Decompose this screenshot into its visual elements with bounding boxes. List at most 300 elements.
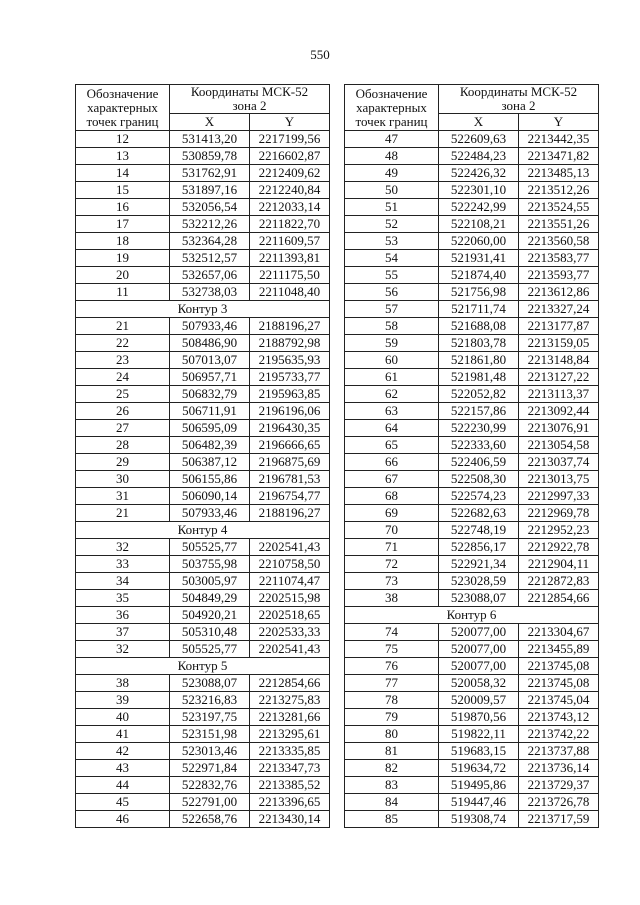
table-row (345, 437, 599, 454)
point-number: 64 (345, 420, 439, 437)
coord-y: 2213275,83 (250, 692, 330, 709)
coord-y: 2213335,85 (250, 743, 330, 760)
coord-y: 2213485,13 (519, 165, 599, 182)
coord-y: 2213076,91 (519, 420, 599, 437)
table-row (345, 590, 599, 607)
coord-x: 522748,19 (439, 522, 519, 539)
coord-y: 2213295,61 (250, 726, 330, 743)
point-number: 48 (345, 148, 439, 165)
coord-x: 530859,78 (170, 148, 250, 165)
coord-x: 522406,59 (439, 454, 519, 471)
table-row (76, 607, 330, 624)
point-number: 11 (76, 284, 170, 301)
table-row (76, 386, 330, 403)
coord-x: 520058,32 (439, 675, 519, 692)
table-row (76, 692, 330, 709)
coord-y: 2202515,98 (250, 590, 330, 607)
coord-y: 2213512,26 (519, 182, 599, 199)
table-row (76, 760, 330, 777)
point-number: 15 (76, 182, 170, 199)
section-row (76, 658, 330, 675)
header-x: X (439, 114, 519, 131)
table-row (345, 471, 599, 488)
point-number: 47 (345, 131, 439, 148)
coord-y: 2202533,33 (250, 624, 330, 641)
table-row (76, 352, 330, 369)
coord-x: 505310,48 (170, 624, 250, 641)
coord-x: 522574,23 (439, 488, 519, 505)
coordinates-table-left (75, 84, 330, 828)
coord-x: 521756,98 (439, 284, 519, 301)
table-row (345, 505, 599, 522)
coord-x: 532657,06 (170, 267, 250, 284)
coord-x: 506957,71 (170, 369, 250, 386)
table-row (345, 301, 599, 318)
point-number: 51 (345, 199, 439, 216)
table-row (345, 386, 599, 403)
coord-y: 2211074,47 (250, 573, 330, 590)
coord-x: 523013,46 (170, 743, 250, 760)
table-row (345, 165, 599, 182)
table-row (76, 624, 330, 641)
coord-x: 506595,09 (170, 420, 250, 437)
point-number: 62 (345, 386, 439, 403)
coord-y: 2213745,08 (519, 658, 599, 675)
coord-y: 2213092,44 (519, 403, 599, 420)
point-number: 19 (76, 250, 170, 267)
table-row (345, 250, 599, 267)
table-row (345, 675, 599, 692)
coord-x: 504920,21 (170, 607, 250, 624)
point-number: 52 (345, 216, 439, 233)
coord-y: 2211393,81 (250, 250, 330, 267)
point-number: 79 (345, 709, 439, 726)
coord-y: 2213159,05 (519, 335, 599, 352)
table-row (345, 743, 599, 760)
table-row (345, 811, 599, 828)
point-number: 33 (76, 556, 170, 573)
coord-x: 522971,84 (170, 760, 250, 777)
coord-x: 521688,08 (439, 318, 519, 335)
coord-x: 532738,03 (170, 284, 250, 301)
coord-y: 2213583,77 (519, 250, 599, 267)
coord-x: 520077,00 (439, 624, 519, 641)
coord-y: 2213013,75 (519, 471, 599, 488)
table-row (76, 437, 330, 454)
coord-y: 2188196,27 (250, 505, 330, 522)
table-row (345, 488, 599, 505)
point-number: 35 (76, 590, 170, 607)
point-number: 12 (76, 131, 170, 148)
header-x: X (170, 114, 250, 131)
point-number: 27 (76, 420, 170, 437)
point-number: 49 (345, 165, 439, 182)
coord-y: 2188196,27 (250, 318, 330, 335)
table-row (76, 505, 330, 522)
coord-y: 2213729,37 (519, 777, 599, 794)
table-row (76, 709, 330, 726)
coord-x: 522508,30 (439, 471, 519, 488)
table-row (76, 182, 330, 199)
point-number: 50 (345, 182, 439, 199)
coord-x: 506482,39 (170, 437, 250, 454)
table-row (76, 420, 330, 437)
coord-y: 2211822,70 (250, 216, 330, 233)
coord-x: 521874,40 (439, 267, 519, 284)
table-row (76, 267, 330, 284)
table-row (345, 403, 599, 420)
coord-x: 522832,76 (170, 777, 250, 794)
coord-y: 2213430,14 (250, 811, 330, 828)
coord-x: 522791,00 (170, 794, 250, 811)
coord-x: 522242,99 (439, 199, 519, 216)
table-row (345, 777, 599, 794)
table-row (76, 369, 330, 386)
point-number: 21 (76, 505, 170, 522)
header-label-line: точек границ (355, 113, 428, 129)
table-row (345, 539, 599, 556)
coord-y: 2213737,88 (519, 743, 599, 760)
coord-y: 2213347,73 (250, 760, 330, 777)
header-points-label (76, 85, 170, 131)
coord-x: 506155,86 (170, 471, 250, 488)
coord-y: 2212854,66 (250, 675, 330, 692)
coord-y: 2213593,77 (519, 267, 599, 284)
point-number: 16 (76, 199, 170, 216)
coord-y: 2213148,84 (519, 352, 599, 369)
header-coordinates-title (439, 85, 599, 114)
coord-y: 2210758,50 (250, 556, 330, 573)
table-row (76, 199, 330, 216)
section-title: Контур 5 (76, 658, 330, 675)
point-number: 32 (76, 539, 170, 556)
coord-y: 2202541,43 (250, 641, 330, 658)
table-row (76, 335, 330, 352)
point-number: 77 (345, 675, 439, 692)
coord-y: 2213560,58 (519, 233, 599, 250)
coord-x: 523028,59 (439, 573, 519, 590)
header-coords-line: зона 2 (501, 98, 536, 113)
table-row (345, 335, 599, 352)
coord-y: 2202541,43 (250, 539, 330, 556)
coord-x: 522658,76 (170, 811, 250, 828)
table-row (76, 675, 330, 692)
coord-x: 532364,28 (170, 233, 250, 250)
coord-x: 522682,63 (439, 505, 519, 522)
header-y: Y (250, 114, 330, 131)
coord-x: 519822,11 (439, 726, 519, 743)
point-number: 42 (76, 743, 170, 760)
coord-x: 522157,86 (439, 403, 519, 420)
point-number: 60 (345, 352, 439, 369)
coord-y: 2196781,53 (250, 471, 330, 488)
page-number: 550 (310, 47, 330, 62)
point-number: 67 (345, 471, 439, 488)
coord-y: 2213455,89 (519, 641, 599, 658)
table-row (76, 165, 330, 182)
table-row (76, 573, 330, 590)
coord-x: 519870,56 (439, 709, 519, 726)
table-row (345, 522, 599, 539)
point-number: 82 (345, 760, 439, 777)
coord-x: 519447,46 (439, 794, 519, 811)
table-row (345, 556, 599, 573)
point-number: 25 (76, 386, 170, 403)
point-number: 41 (76, 726, 170, 743)
coord-y: 2213327,24 (519, 301, 599, 318)
point-number: 14 (76, 165, 170, 182)
table-row (345, 284, 599, 301)
point-number: 43 (76, 760, 170, 777)
coord-x: 522301,10 (439, 182, 519, 199)
point-number: 26 (76, 403, 170, 420)
coord-x: 507013,07 (170, 352, 250, 369)
coord-y: 2213742,22 (519, 726, 599, 743)
table-row (345, 794, 599, 811)
point-number: 70 (345, 522, 439, 539)
coord-y: 2213726,78 (519, 794, 599, 811)
coord-x: 532212,26 (170, 216, 250, 233)
point-number: 44 (76, 777, 170, 794)
table-row (76, 590, 330, 607)
coord-y: 2213442,35 (519, 131, 599, 148)
coord-x: 503005,97 (170, 573, 250, 590)
table-row (345, 233, 599, 250)
point-number: 40 (76, 709, 170, 726)
table-row (76, 233, 330, 250)
table-row (76, 318, 330, 335)
coord-x: 521711,74 (439, 301, 519, 318)
header-coords-line: Координаты МСК-52 (459, 84, 578, 99)
section-title: Контур 3 (76, 301, 330, 318)
coord-x: 522108,21 (439, 216, 519, 233)
coord-y: 2213471,82 (519, 148, 599, 165)
section-row (76, 301, 330, 318)
point-number: 38 (345, 590, 439, 607)
coord-y: 2213743,12 (519, 709, 599, 726)
point-number: 31 (76, 488, 170, 505)
coord-y: 2213385,52 (250, 777, 330, 794)
table-row (76, 726, 330, 743)
point-number: 65 (345, 437, 439, 454)
coord-x: 521803,78 (439, 335, 519, 352)
point-number: 68 (345, 488, 439, 505)
header-coords-line: Координаты МСК-52 (190, 84, 309, 99)
header-coords-line: зона 2 (232, 98, 267, 113)
coord-x: 503755,98 (170, 556, 250, 573)
table-row (345, 318, 599, 335)
point-number: 80 (345, 726, 439, 743)
coord-y: 2211048,40 (250, 284, 330, 301)
coordinates-table-right (344, 84, 599, 828)
coord-x: 523216,83 (170, 692, 250, 709)
point-number: 85 (345, 811, 439, 828)
coord-y: 2212997,33 (519, 488, 599, 505)
table-row (76, 811, 330, 828)
point-number: 61 (345, 369, 439, 386)
point-number: 13 (76, 148, 170, 165)
point-number: 36 (76, 607, 170, 624)
coord-x: 531897,16 (170, 182, 250, 199)
table-row (76, 454, 330, 471)
point-number: 34 (76, 573, 170, 590)
point-number: 71 (345, 539, 439, 556)
table-row (345, 216, 599, 233)
coord-x: 520009,57 (439, 692, 519, 709)
coord-x: 531413,20 (170, 131, 250, 148)
coord-x: 521931,41 (439, 250, 519, 267)
section-row (345, 607, 599, 624)
table-row (76, 148, 330, 165)
header-label-line: характерных (87, 99, 158, 115)
point-number: 17 (76, 216, 170, 233)
coord-x: 522052,82 (439, 386, 519, 403)
coord-y: 2213037,74 (519, 454, 599, 471)
point-number: 54 (345, 250, 439, 267)
table-row (345, 420, 599, 437)
coord-x: 522060,00 (439, 233, 519, 250)
coord-y: 2216602,87 (250, 148, 330, 165)
coord-y: 2213113,37 (519, 386, 599, 403)
point-number: 59 (345, 335, 439, 352)
coord-y: 2212969,78 (519, 505, 599, 522)
coord-y: 2213736,14 (519, 760, 599, 777)
table-row (76, 743, 330, 760)
coord-y: 2196875,69 (250, 454, 330, 471)
coord-y: 2212033,14 (250, 199, 330, 216)
point-number: 45 (76, 794, 170, 811)
table-row (345, 709, 599, 726)
coord-y: 2212872,83 (519, 573, 599, 590)
coord-y: 2213304,67 (519, 624, 599, 641)
coord-y: 2213717,59 (519, 811, 599, 828)
table-row (345, 641, 599, 658)
table-row (345, 148, 599, 165)
table-row (345, 624, 599, 641)
point-number: 84 (345, 794, 439, 811)
coord-x: 508486,90 (170, 335, 250, 352)
point-number: 28 (76, 437, 170, 454)
table-row (76, 403, 330, 420)
coord-y: 2212952,23 (519, 522, 599, 539)
section-row (76, 522, 330, 539)
point-number: 37 (76, 624, 170, 641)
coord-x: 506832,79 (170, 386, 250, 403)
coord-y: 2212854,66 (519, 590, 599, 607)
coord-y: 2188792,98 (250, 335, 330, 352)
point-number: 21 (76, 318, 170, 335)
coord-x: 522230,99 (439, 420, 519, 437)
coord-y: 2213281,66 (250, 709, 330, 726)
coord-y: 2213127,22 (519, 369, 599, 386)
coord-y: 2212922,78 (519, 539, 599, 556)
table-row (76, 556, 330, 573)
coord-x: 519495,86 (439, 777, 519, 794)
coord-x: 522484,23 (439, 148, 519, 165)
point-number: 56 (345, 284, 439, 301)
table-row (345, 573, 599, 590)
table-row (76, 777, 330, 794)
table-row (345, 692, 599, 709)
table-row (345, 454, 599, 471)
table-row (345, 199, 599, 216)
point-number: 81 (345, 743, 439, 760)
point-number: 20 (76, 267, 170, 284)
coord-x: 505525,77 (170, 539, 250, 556)
coord-y: 2211175,50 (250, 267, 330, 284)
point-number: 22 (76, 335, 170, 352)
coord-x: 520077,00 (439, 658, 519, 675)
point-number: 83 (345, 777, 439, 794)
coord-y: 2195733,77 (250, 369, 330, 386)
coord-y: 2212904,11 (519, 556, 599, 573)
coord-x: 520077,00 (439, 641, 519, 658)
coord-y: 2196430,35 (250, 420, 330, 437)
point-number: 18 (76, 233, 170, 250)
point-number: 39 (76, 692, 170, 709)
point-number: 66 (345, 454, 439, 471)
coord-y: 2196196,06 (250, 403, 330, 420)
coord-x: 505525,77 (170, 641, 250, 658)
coord-y: 2195635,93 (250, 352, 330, 369)
coord-x: 507933,46 (170, 505, 250, 522)
header-points-label (345, 85, 439, 131)
table-row (345, 726, 599, 743)
coord-y: 2217199,56 (250, 131, 330, 148)
point-number: 32 (76, 641, 170, 658)
coord-y: 2212409,62 (250, 165, 330, 182)
table-row (345, 352, 599, 369)
header-y: Y (519, 114, 599, 131)
header-label-line: Обозначение (86, 85, 159, 101)
table-body-right (345, 131, 599, 828)
table-body-left (76, 131, 330, 828)
table-row (345, 658, 599, 675)
header-label-line: точек границ (86, 113, 159, 129)
coord-x: 522333,60 (439, 437, 519, 454)
table-row (76, 131, 330, 148)
coord-y: 2196666,65 (250, 437, 330, 454)
table-row (76, 250, 330, 267)
coord-x: 506387,12 (170, 454, 250, 471)
table-row (76, 794, 330, 811)
coord-y: 2195963,85 (250, 386, 330, 403)
coord-x: 519308,74 (439, 811, 519, 828)
table-row (76, 471, 330, 488)
table-row (345, 182, 599, 199)
coord-x: 519683,15 (439, 743, 519, 760)
coord-x: 523151,98 (170, 726, 250, 743)
table-row (345, 131, 599, 148)
point-number: 30 (76, 471, 170, 488)
point-number: 72 (345, 556, 439, 573)
point-number: 63 (345, 403, 439, 420)
coord-y: 2213177,87 (519, 318, 599, 335)
point-number: 58 (345, 318, 439, 335)
table-row (345, 267, 599, 284)
coord-x: 522609,63 (439, 131, 519, 148)
point-number: 46 (76, 811, 170, 828)
point-number: 57 (345, 301, 439, 318)
point-number: 76 (345, 658, 439, 675)
point-number: 55 (345, 267, 439, 284)
coord-y: 2202518,65 (250, 607, 330, 624)
table-row (76, 488, 330, 505)
coord-y: 2213054,58 (519, 437, 599, 454)
coord-x: 504849,29 (170, 590, 250, 607)
coord-y: 2213745,08 (519, 675, 599, 692)
point-number: 78 (345, 692, 439, 709)
